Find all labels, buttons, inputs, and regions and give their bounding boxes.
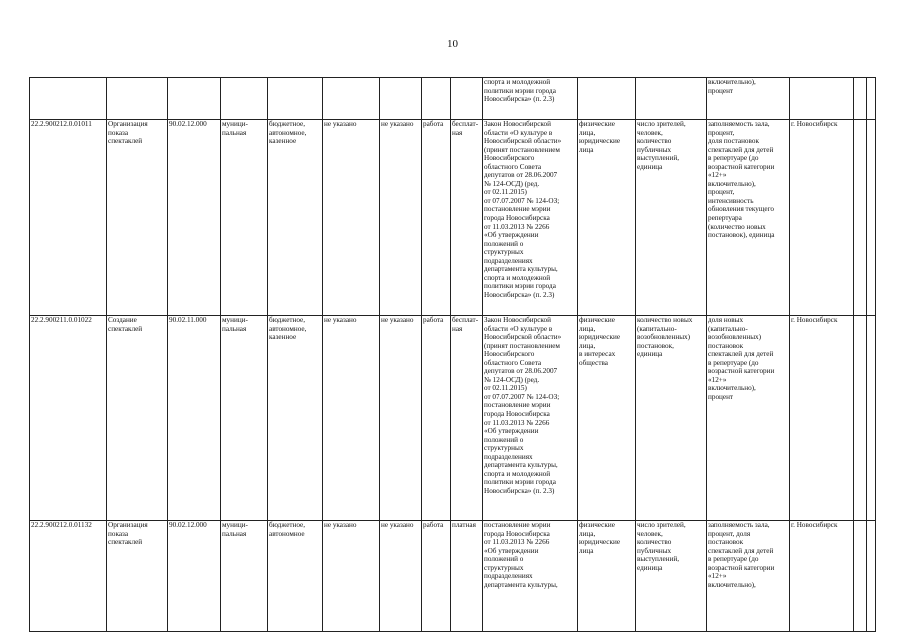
cell-legal-basis: постановление мэрии города Новосибирска от 11.03.2013 № 2266 «Об утверждении положений о структурных подразделениях департамента культуры, <box>483 521 578 632</box>
cell-code: 22.2.900212.0.01011 <box>30 120 107 316</box>
cell-content-1: не указано <box>323 521 380 632</box>
cell-legal-basis: Закон Новосибирской области «О культуре в Новосибирской области» (принят постановлением Новосибирского областного Совета депутатов от 28.06.2007 № 124-ОСД) (ред. от 02.11.2015) от 07.07.2007 № 124-ОЗ; постановление мэрии города Новосибирска от 11.03.2013 № 2266 «Об утверждении положений о структурных подразделениях департамента культуры, спорта и молодежной политики мэрии города Новосибирска» (п. 2.3) <box>483 316 578 521</box>
cell-content-2: не указано <box>380 120 422 316</box>
cell-quality-indicator: доля новых (капитально- возобновленных) постановок спектаклей для детей в репертуаре (до возрастной категории «12+» включительно), процент <box>707 316 790 521</box>
cell-consumers: физические лица, юридические лица <box>578 120 636 316</box>
cell-content-1: не указано <box>323 120 380 316</box>
table-row <box>30 316 876 521</box>
cell-institution-type: бюджетное, автономное, казенное <box>268 120 323 316</box>
cell-okved: 90.02.12.000 <box>168 120 221 316</box>
cell-content-2: не указано <box>380 521 422 632</box>
cell-legal-basis: спорта и молодежной политики мэрии города Новосибирска» (п. 2.3) <box>483 78 578 120</box>
cell-payment: бесплат- ная <box>451 120 483 316</box>
cell-institution-type: бюджетное, автономное <box>268 521 323 632</box>
cell-quality-indicator: заполняемость зала, процент, доля постановок спектаклей для детей в репертуаре (до возрастной категории «12+» включительно), процент, интенсивность обновления текущего репертуара (количество новых постановок), единица <box>707 120 790 316</box>
cell-extra-2 <box>867 521 876 632</box>
cell-extra-1 <box>854 120 867 316</box>
cell-name: Организация показа спектаклей <box>107 521 168 632</box>
cell-quality-indicator: включительно), процент <box>707 78 790 120</box>
cell-extra-2 <box>867 316 876 521</box>
cell-level <box>221 78 268 120</box>
cell-location: г. Новосибирск <box>790 120 854 316</box>
cell-extra-2 <box>867 120 876 316</box>
cell-institution-type: бюджетное, автономное, казенное <box>268 316 323 521</box>
cell-code: 22.2.900212.0.01132 <box>30 521 107 632</box>
cell-code: 22.2.900211.0.01022 <box>30 316 107 521</box>
cell-content-2 <box>380 78 422 120</box>
cell-volume-indicator: число зрителей, человек, количество публичных выступлений, единица <box>636 120 707 316</box>
page-number: 10 <box>447 38 458 50</box>
cell-location: г. Новосибирск <box>790 521 854 632</box>
cell-location: г. Новосибирск <box>790 316 854 521</box>
cell-consumers: физические лица, юридические лица, в интересах общества <box>578 316 636 521</box>
cell-institution-type <box>268 78 323 120</box>
cell-extra-1 <box>854 521 867 632</box>
cell-okved: 90.02.11.000 <box>168 316 221 521</box>
cell-kind: работа <box>422 120 451 316</box>
cell-name: Создание спектаклей <box>107 316 168 521</box>
cell-quality-indicator: заполняемость зала, процент, доля постановок спектаклей для детей в репертуаре (до возрастной категории «12+» включительно), <box>707 521 790 632</box>
cell-okved <box>168 78 221 120</box>
table-row <box>30 120 876 316</box>
cell-okved: 90.02.12.000 <box>168 521 221 632</box>
cell-content-1: не указано <box>323 316 380 521</box>
cell-payment <box>451 78 483 120</box>
cell-content-1 <box>323 78 380 120</box>
cell-level: муници- пальная <box>221 521 268 632</box>
cell-location <box>790 78 854 120</box>
cell-consumers <box>578 78 636 120</box>
cell-volume-indicator: число зрителей, человек, количество публичных выступлений, единица <box>636 521 707 632</box>
cell-extra-2 <box>867 78 876 120</box>
cell-level: муници- пальная <box>221 316 268 521</box>
cell-name <box>107 78 168 120</box>
cell-kind: работа <box>422 316 451 521</box>
cell-code <box>30 78 107 120</box>
cell-kind: работа <box>422 521 451 632</box>
cell-volume-indicator: количество новых (капитально- возобновленных) постановок, единица <box>636 316 707 521</box>
cell-extra-1 <box>854 316 867 521</box>
cell-extra-1 <box>854 78 867 120</box>
cell-level: муници- пальная <box>221 120 268 316</box>
cell-payment: бесплат- ная <box>451 316 483 521</box>
cell-legal-basis: Закон Новосибирской области «О культуре в Новосибирской области» (принят постановлением Новосибирского областного Совета депутатов от 28.06.2007 № 124-ОСД) (ред. от 02.11.2015) от 07.07.2007 № 124-ОЗ; постановление мэрии города Новосибирска от 11.03.2013 № 2266 «Об утверждении положений о структурных подразделениях департамента культуры, спорта и молодежной политики мэрии города Новосибирска» (п. 2.3) <box>483 120 578 316</box>
cell-name: Организация показа спектаклей <box>107 120 168 316</box>
cell-volume-indicator <box>636 78 707 120</box>
services-registry-table <box>29 77 876 632</box>
table-row <box>30 78 876 120</box>
cell-payment: платная <box>451 521 483 632</box>
table-row <box>30 521 876 632</box>
cell-consumers: физические лица, юридические лица <box>578 521 636 632</box>
cell-content-2: не указано <box>380 316 422 521</box>
cell-kind <box>422 78 451 120</box>
